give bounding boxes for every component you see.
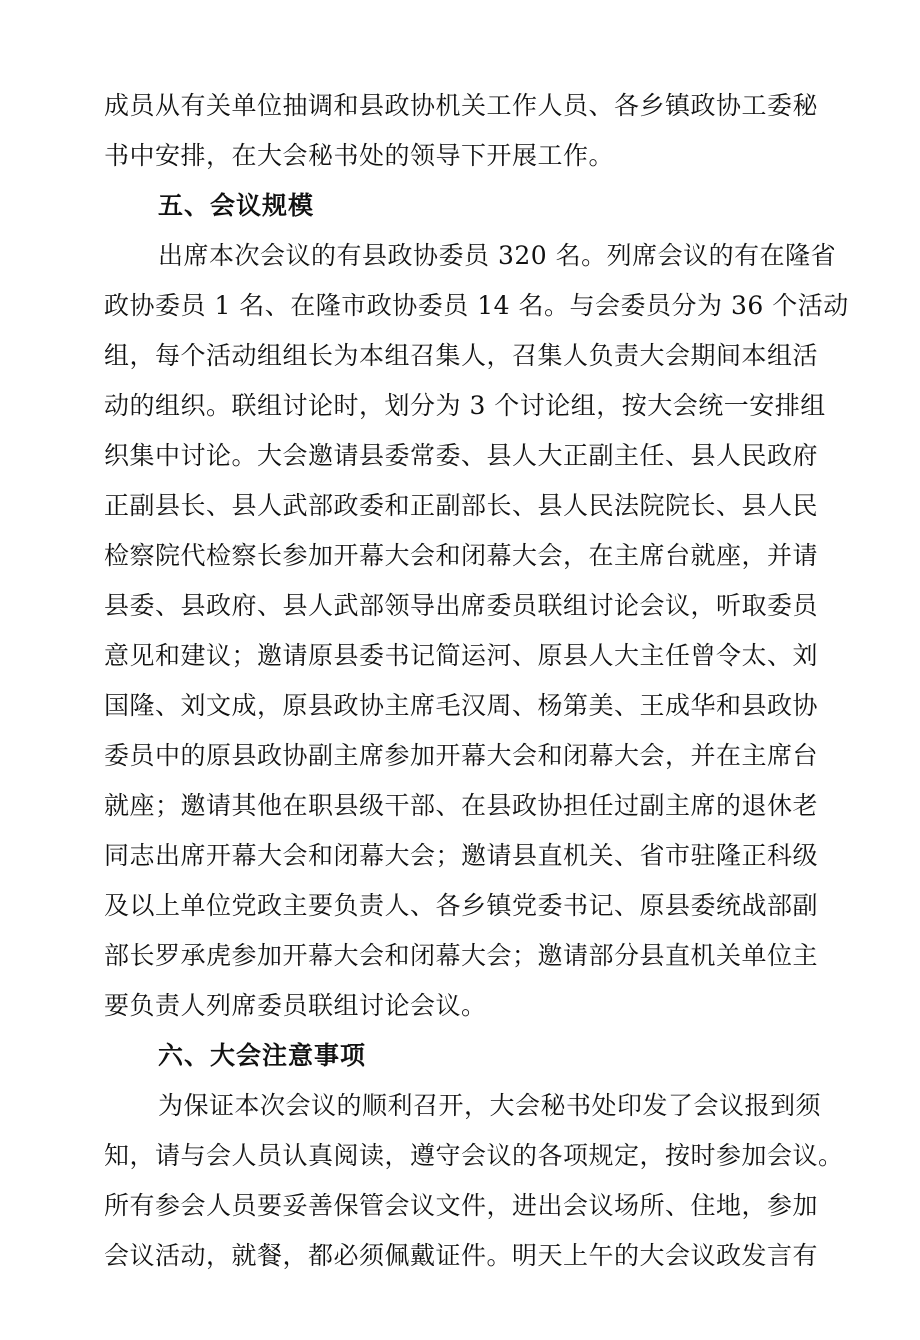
paragraph-line: 就座；邀请其他在职县级干部、在县政协担任过副主席的退休老 [104,791,819,820]
paragraph-line: 政协委员 1 名、在隆市政协委员 14 名。与会委员分为 36 个活动 [104,291,849,320]
paragraph-line: 委员中的原县政协副主席参加开幕大会和闭幕大会，并在主席台 [104,741,819,770]
paragraph-line: 检察院代检察长参加开幕大会和闭幕大会，在主席台就座，并请 [104,541,819,570]
paragraph-line: 织集中讨论。大会邀请县委常委、县人大正副主任、县人民政府 [104,441,819,470]
paragraph-line: 组，每个活动组组长为本组召集人，召集人负责大会期间本组活 [104,341,819,370]
paragraph-line: 国隆、刘文成，原县政协主席毛汉周、杨第美、王成华和县政协 [104,691,819,720]
paragraph-line: 书中安排，在大会秘书处的领导下开展工作。 [104,141,615,170]
section-heading-scale: 五、会议规模 [158,191,315,220]
paragraph-line: 会议活动，就餐，都必须佩戴证件。明天上午的大会议政发言有 [104,1241,819,1270]
paragraph-line: 要负责人列席委员联组讨论会议。 [104,991,487,1020]
paragraph-line: 县委、县政府、县人武部领导出席委员联组讨论会议，听取委员 [104,591,819,620]
paragraph-line: 意见和建议；邀请原县委书记简运河、原县人大主任曾令太、刘 [104,641,819,670]
paragraph-line: 为保证本次会议的顺利召开，大会秘书处印发了会议报到须 [158,1091,822,1120]
paragraph-line: 及以上单位党政主要负责人、各乡镇党委书记、原县委统战部副 [104,891,819,920]
paragraph-line: 同志出席开幕大会和闭幕大会；邀请县直机关、省市驻隆正科级 [104,841,819,870]
paragraph-line: 知，请与会人员认真阅读，遵守会议的各项规定，按时参加会议。 [104,1141,844,1170]
paragraph-line: 成员从有关单位抽调和县政协机关工作人员、各乡镇政协工委秘 [104,91,819,120]
paragraph-line: 动的组织。联组讨论时，划分为 3 个讨论组，按大会统一安排组 [104,391,826,420]
paragraph-line: 部长罗承虎参加开幕大会和闭幕大会；邀请部分县直机关单位主 [104,941,819,970]
paragraph-line: 正副县长、县人武部政委和正副部长、县人民法院院长、县人民 [104,491,819,520]
paragraph-line: 出席本次会议的有县政协委员 320 名。列席会议的有在隆省 [158,241,837,270]
paragraph-line: 所有参会人员要妥善保管会议文件，进出会议场所、住地，参加 [104,1191,819,1220]
section-heading-notes: 六、大会注意事项 [158,1041,367,1070]
